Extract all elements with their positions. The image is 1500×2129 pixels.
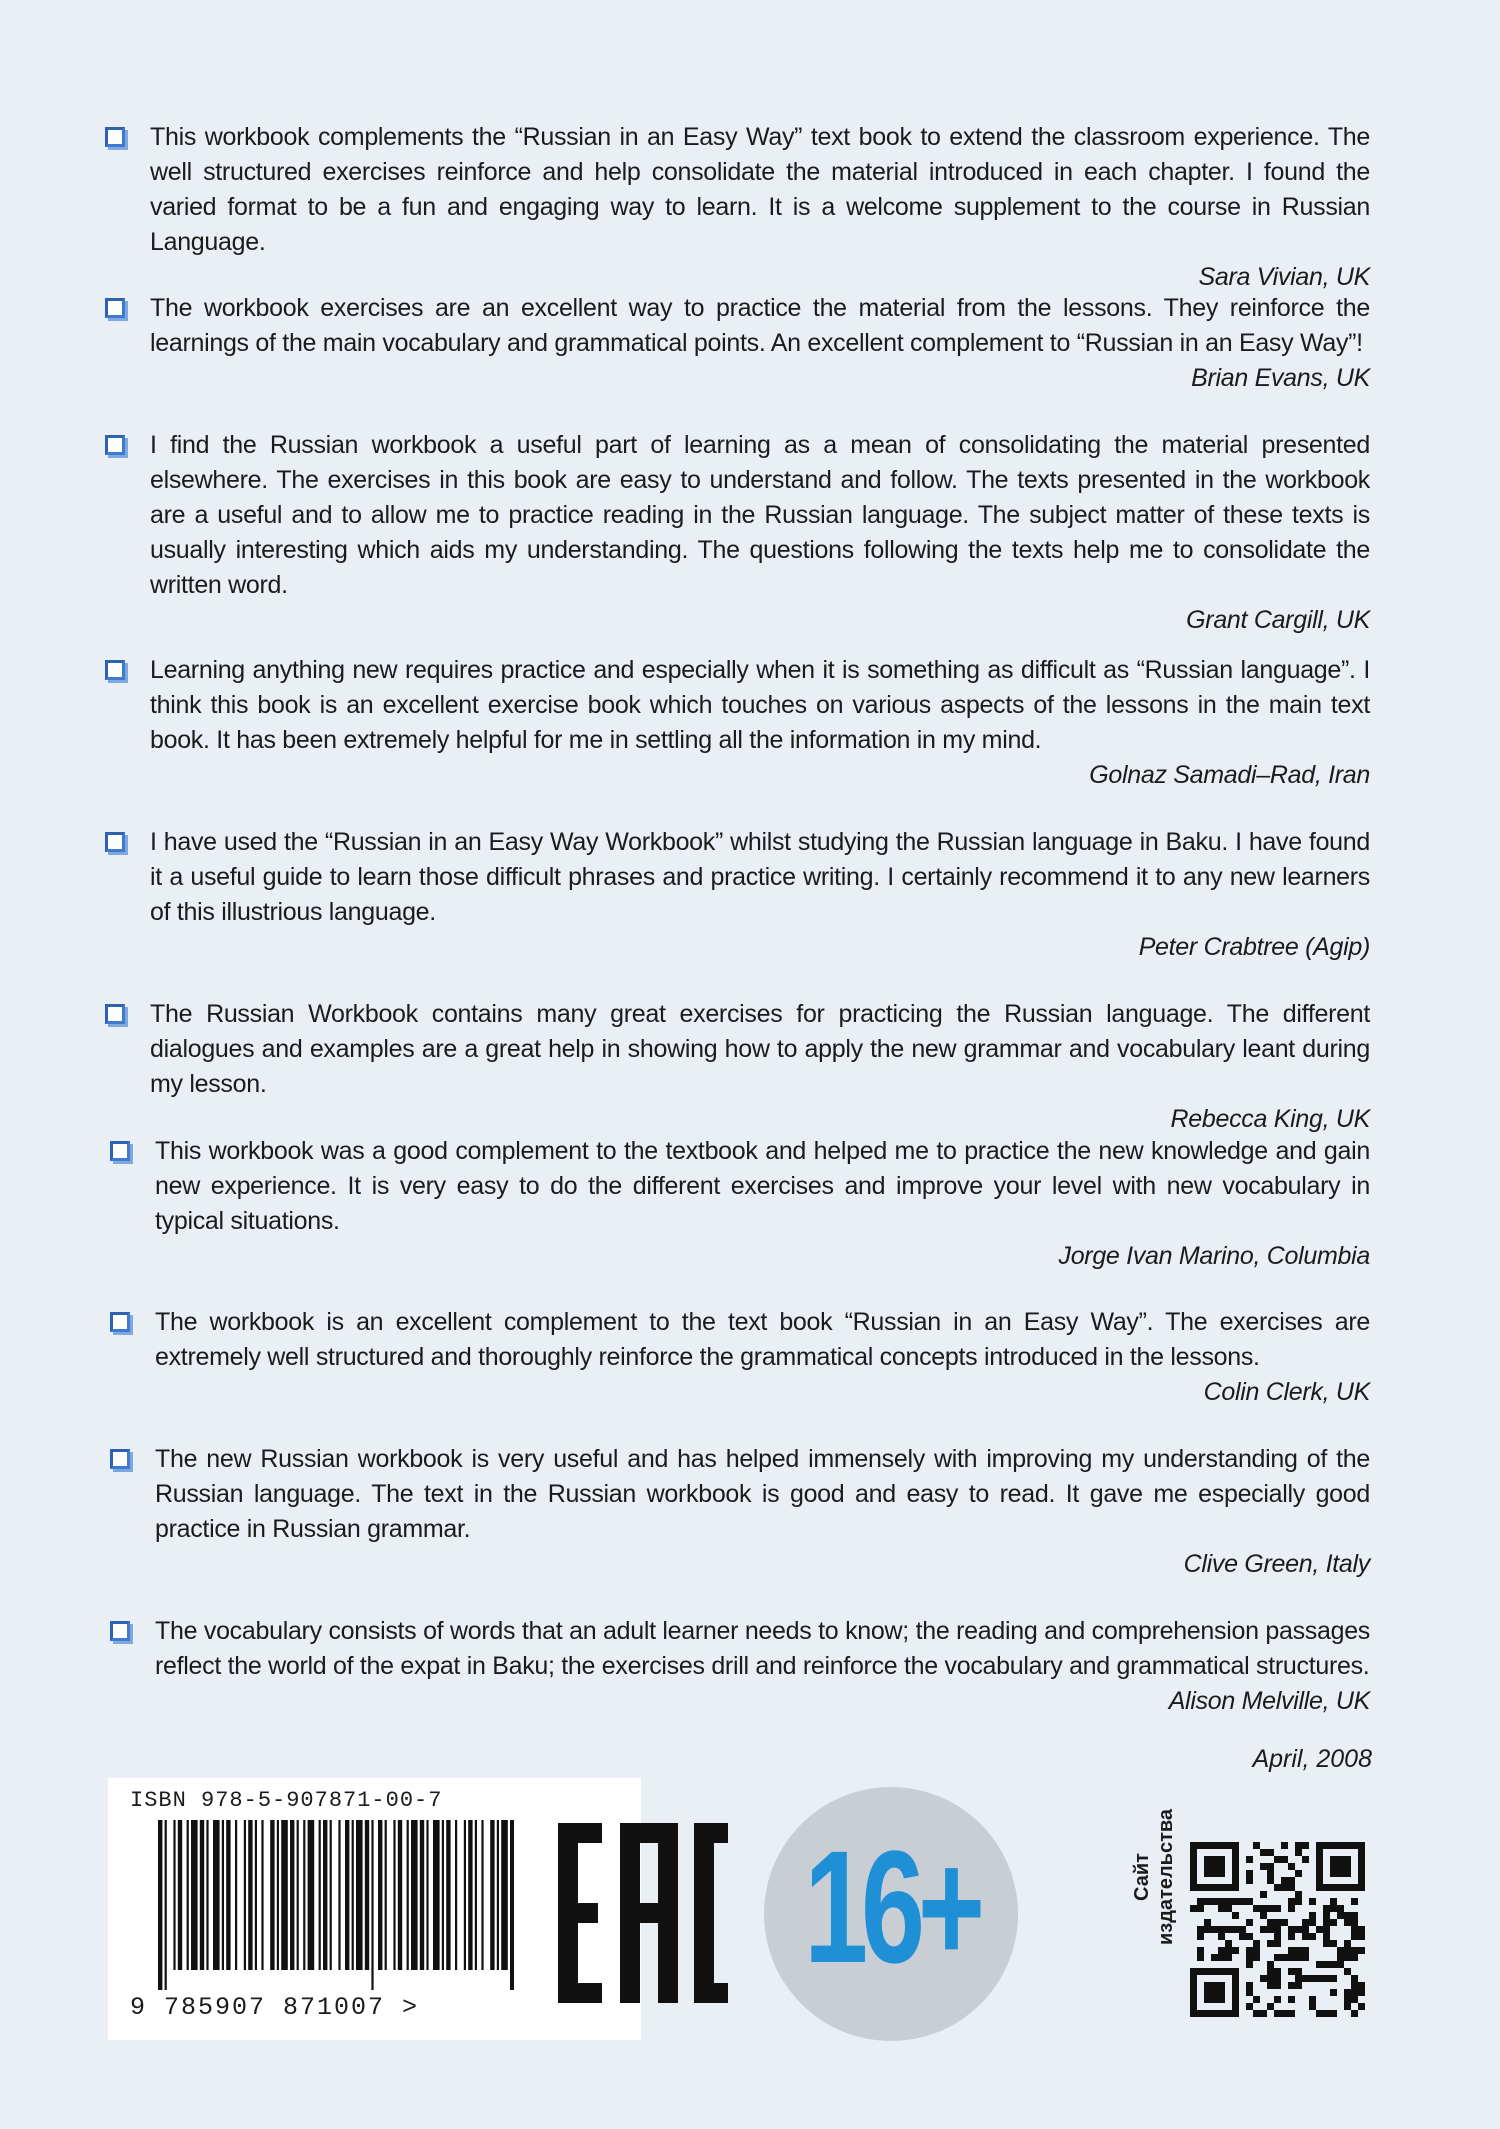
qr-code-icon[interactable] <box>1190 1842 1365 2017</box>
review-text: Learning anything new requires practice and especially when it is something as difficult as “Russian language”. I think this book is an excellent exercise book which touches on various aspects of the lessons in the main text book. It has been extremely helpful for me in settling all the information in my mind. <box>150 656 1370 754</box>
review-author: Clive Green, Italy <box>1183 1550 1370 1578</box>
review-text: The new Russian workbook is very useful and has helped immensely with improving my understanding of the Russian language. The text in the Russian workbook is good and easy to read. It gave me especially good practice in Russian grammar. <box>155 1445 1370 1543</box>
review-author: Brian Evans, UK <box>1191 364 1370 392</box>
review-item <box>105 120 1370 295</box>
qr-label-line1: Сайт <box>1131 1853 1153 1901</box>
age-rating-text: 16+ <box>804 1817 978 1996</box>
review-author: Golnaz Samadi–Rad, Iran <box>1089 761 1370 789</box>
review-item <box>110 1614 1370 1719</box>
review-text: The vocabulary consists of words that an adult learner needs to know; the reading and comprehension passages reflect the world of the expat in Baku; the exercises drill and reinforce the vocabulary and grammatical structures. <box>155 1617 1370 1680</box>
eac-mark-icon <box>558 1823 728 2003</box>
review-text: This workbook was a good complement to the textbook and helped me to practice the new knowledge and gain new experience. It is very easy to do the different exercises and improve your level with new vocabulary in typical situations. <box>155 1137 1370 1235</box>
checkbox-bullet-icon <box>105 660 125 680</box>
review-author: Peter Crabtree (Agip) <box>1138 933 1370 961</box>
review-item <box>110 1442 1370 1582</box>
review-author: Jorge Ivan Marino, Columbia <box>1058 1242 1370 1270</box>
checkbox-bullet-icon <box>110 1621 130 1641</box>
review-text: The workbook is an excellent complement to the text book “Russian in an Easy Way”. The exercises are extremely well structured and thoroughly reinforce the grammatical concepts introduced in the lessons. <box>155 1308 1370 1371</box>
checkbox-bullet-icon <box>110 1449 130 1469</box>
checkbox-bullet-icon <box>110 1141 130 1161</box>
age-rating-badge <box>764 1787 1018 2041</box>
review-item <box>105 428 1370 638</box>
review-author: Sara Vivian, UK <box>1198 263 1370 291</box>
qr-label <box>1130 1802 1178 1952</box>
checkbox-bullet-icon <box>105 832 125 852</box>
review-item <box>105 291 1370 396</box>
qr-label-line2: издательства <box>1155 1808 1177 1946</box>
review-author: Alison Melville, UK <box>1168 1687 1370 1715</box>
review-text: I find the Russian workbook a useful part of learning as a mean of consolidating the material presented elsewhere. The exercises in this book are easy to understand and follow. The texts presented in the workbook are a useful and to allow me to practice reading in the Russian language. The subject matter of these texts is usually interesting which aids my understanding. The questions following the texts help me to consolidate the written word. <box>150 431 1370 599</box>
barcode-digits: 9 785907 871007 > <box>130 1993 420 2022</box>
review-author: Rebecca King, UK <box>1170 1105 1370 1133</box>
review-text: This workbook complements the “Russian in an Easy Way” text book to extend the classroom experience. The well structured exercises reinforce and help consolidate the material introduced in each chapter. I found the varied format to be a fun and engaging way to learn. It is a welcome supplement to the course in Russian Language. <box>150 123 1370 256</box>
checkbox-bullet-icon <box>105 435 125 455</box>
review-item <box>105 653 1370 793</box>
publication-date: April, 2008 <box>1252 1745 1372 1773</box>
review-text: I have used the “Russian in an Easy Way Workbook” whilst studying the Russian language in Baku. I have found it a useful guide to learn those difficult phrases and practice writing. I certainly recommend it to any new learners of this illustrious language. <box>150 828 1370 926</box>
review-author: Colin Clerk, UK <box>1203 1378 1370 1406</box>
checkbox-bullet-icon <box>105 127 125 147</box>
review-item <box>105 997 1370 1137</box>
checkbox-bullet-icon <box>105 1004 125 1024</box>
review-text: The workbook exercises are an excellent way to practice the material from the lessons. They reinforce the learnings of the main vocabulary and grammatical points. An excellent complement to “Russian in an Easy Way”! <box>150 294 1370 357</box>
isbn-barcode-panel <box>108 1778 641 2040</box>
review-author: Grant Cargill, UK <box>1186 606 1370 634</box>
review-item <box>105 825 1370 965</box>
review-text: The Russian Workbook contains many great exercises for practicing the Russian language. The different dialogues and examples are a great help in showing how to apply the new grammar and vocabulary leant during my lesson. <box>150 1000 1370 1098</box>
review-item <box>110 1305 1370 1410</box>
checkbox-bullet-icon <box>105 298 125 318</box>
checkbox-bullet-icon <box>110 1312 130 1332</box>
isbn-label: ISBN 978-5-907871-00-7 <box>130 1788 443 1813</box>
barcode-icon <box>158 1820 514 1990</box>
review-item <box>110 1134 1370 1274</box>
